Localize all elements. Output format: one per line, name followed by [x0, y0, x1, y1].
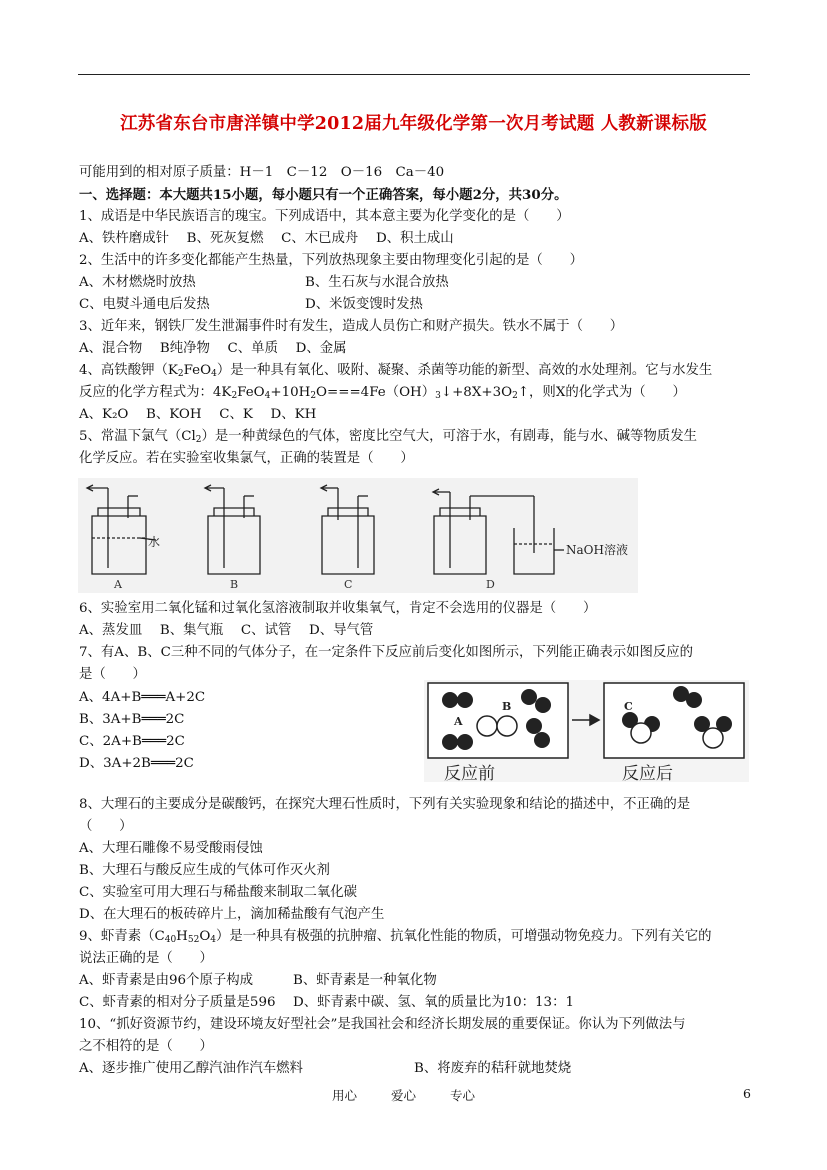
question-10-option-a: A、逐步推广使用乙醇汽油作汽车燃料 — [79, 1061, 303, 1076]
molecule-label-a: A — [454, 715, 463, 728]
question-8-option-c: C、实验室可用大理石与稀盐酸来制取二氧化碳 — [79, 885, 358, 900]
question-7-option-d: D、3A+2B═══2C — [79, 756, 194, 771]
question-10-line2: 之不相符的是（ ） — [79, 1039, 213, 1054]
page-title: 江苏省东台市唐洋镇中学2012届九年级化学第一次月考试题 人教新课标版 — [120, 114, 707, 134]
question-9: 9、虾青素$(C_{40}H_{52}O_4)$是一种具有极强的抗肿瘤、抗氧化性能的物质，可增强动物免疫力。下列有关它的 — [79, 929, 712, 945]
question-8: 8、大理石的主要成分是碳酸钙，在探究大理石性质时，下列有关实验现象和结论的描述中，不正确的是 — [79, 797, 691, 812]
question-9-option-b: B、虾青素是一种氧化物 — [293, 973, 437, 988]
question-7-option-a: A、4A+B═══A+2C — [79, 690, 206, 705]
question-2-option-a: A、木材燃烧时放热 — [79, 275, 196, 290]
question-10: 10、“抓好资源节约，建设环境友好型社会”是我国社会和经济长期发展的重要保证。你认为下列做法与 — [79, 1017, 686, 1032]
question-2-option-c: C、电熨斗通电后发热 — [79, 297, 210, 312]
question-4-options: A、K₂O B、KOH C、K D、KH — [79, 407, 317, 422]
question-5-line2: 化学反应。若在实验室收集氯气，正确的装置是（ ） — [79, 451, 414, 466]
question-1: 1、成语是中华民族语言的瑰宝。下列成语中，其本意主要为化学变化的是（ ） — [79, 209, 570, 224]
question-10-option-b: B、将废弃的秸秆就地焚烧 — [414, 1061, 572, 1076]
question-7-option-b: B、3A+B═══2C — [79, 712, 185, 727]
footer-mottos — [332, 1086, 505, 1104]
naoh-label: NaOH溶液 — [566, 543, 628, 557]
question-3-options: A、混合物 B纯净物 C、单质 D、金属 — [79, 341, 347, 356]
question-6: 6、实验室用二氧化锰和过氧化氢溶液制取并收集氧气，肯定不会选用的仪器是（ ） — [79, 601, 597, 616]
footer-motto: 用心 — [332, 1088, 358, 1103]
question-9-option-d: D、虾青素中碳、氢、氧的质量比为10：13：1 — [293, 995, 574, 1010]
apparatus-label-d: D — [486, 578, 495, 591]
page-number: 6 — [743, 1086, 751, 1101]
atomic-masses: 可能用到的相对原子质量：H－1 C－12 O－16 Ca－40 — [79, 165, 445, 180]
question-2-option-d: D、米饭变馊时发热 — [305, 297, 423, 312]
question-8-option-a: A、大理石雕像不易受酸雨侵蚀 — [79, 841, 263, 856]
header-rule — [78, 74, 750, 75]
question-3: 3、近年来，钢铁厂发生泄漏事件时有发生，造成人员伤亡和财产损失。铁水不属于（ ） — [79, 319, 624, 334]
question-9-option-c: C、虾青素的相对分子质量是596 — [79, 995, 276, 1010]
question-4: 4、高铁酸钾$(K_2FeO_4)$是一种具有氧化、吸附、凝聚、杀菌等功能的新型、高效的水处理剂。它与水发生 — [79, 363, 713, 379]
water-label: 水 — [148, 535, 161, 549]
question-8-line2: （ ） — [79, 819, 133, 834]
apparatus-label-c: C — [344, 578, 353, 591]
question-7-option-c: C、2A+B═══2C — [79, 734, 185, 749]
apparatus-label-b: B — [230, 578, 239, 591]
molecule-label-b: B — [502, 700, 512, 713]
question-7: 7、有A、B、C三种不同的气体分子，在一定条件下反应前后变化如图所示，下列能正确表示如图反应的 — [79, 645, 694, 660]
question-8-option-d: D、在大理石的板砖碎片上，滴加稀盐酸有气泡产生 — [79, 907, 385, 922]
question-2: 2、生活中的许多变化都能产生热量，下列放热现象主要由物理变化引起的是（ ） — [79, 253, 583, 268]
footer-motto: 爱心 — [391, 1088, 417, 1103]
question-7-line2: 是（ ） — [79, 667, 146, 682]
after-caption: 反应后 — [622, 764, 673, 782]
question-1-options: A、铁杵磨成针 B、死灰复燃 C、木已成舟 D、积土成山 — [79, 231, 454, 246]
footer-motto: 专心 — [450, 1088, 476, 1103]
before-caption: 反应前 — [444, 764, 495, 782]
molecule-reaction-figure — [424, 680, 749, 782]
question-8-option-b: B、大理石与酸反应生成的气体可作灭火剂 — [79, 863, 330, 878]
question-6-options: A、蒸发皿 B、集气瓶 C、试管 D、导气管 — [79, 623, 374, 638]
molecule-label-c: C — [624, 700, 633, 713]
question-9-line2: 说法正确的是（ ） — [79, 951, 213, 966]
section-heading: 一、选择题：本大题共15小题，每小题只有一个正确答案，每小题2分，共30分。 — [79, 187, 568, 203]
question-5: 5、常温下氯气$(Cl_2)$是一种黄绿色的气体，密度比空气大，可溶于水，有剧毒，能与水、碱等物质发生 — [79, 429, 697, 445]
question-9-option-a: A、虾青素是由96个原子构成 — [79, 973, 254, 988]
gas-collection-apparatus-figure — [78, 478, 638, 593]
question-2-option-b: B、生石灰与水混合放热 — [305, 275, 449, 290]
question-4-equation: 反应的化学方程式为：$4K_2FeO_4+10H_2O===4Fe(OH)_3↓+8X+3O_2↑$，则X的化学式为（ ） — [79, 385, 686, 401]
apparatus-label-a: A — [114, 578, 122, 591]
